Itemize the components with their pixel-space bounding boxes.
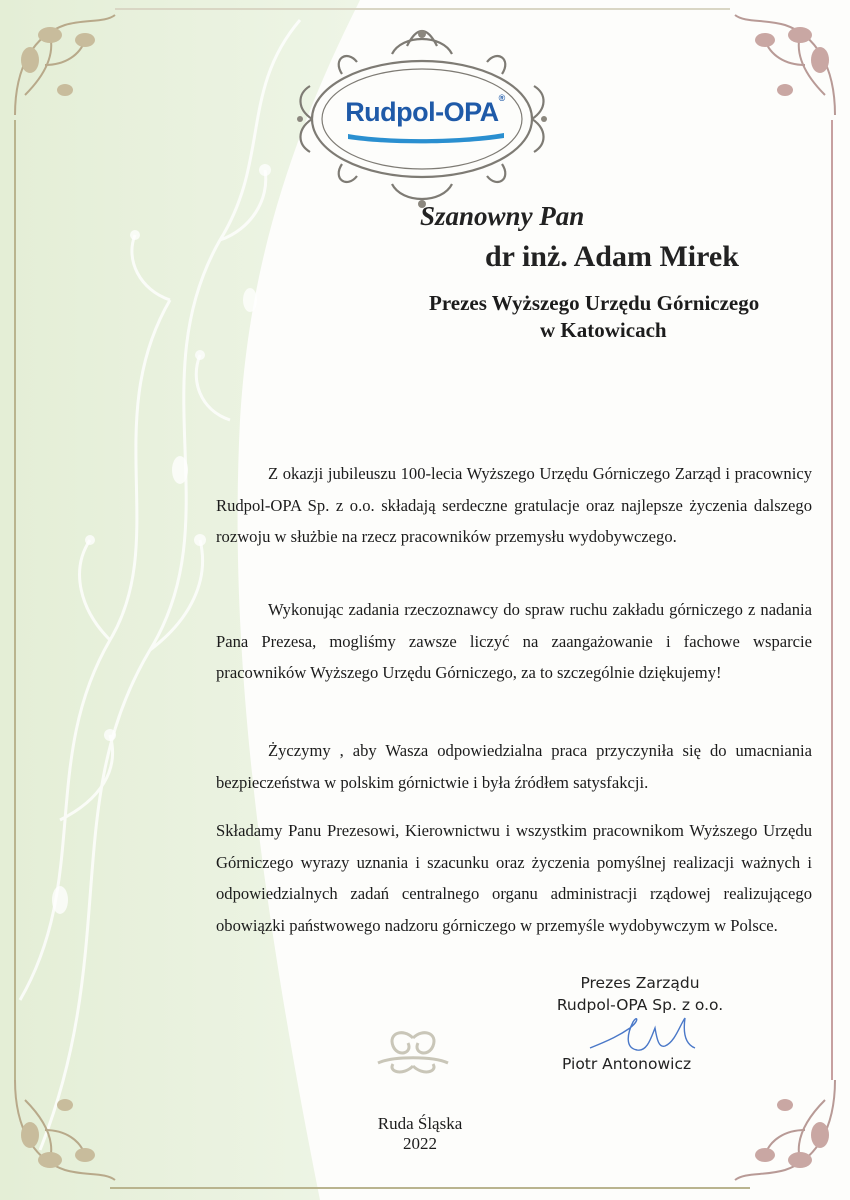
body-paragraph-1: Z okazji jubileuszu 100-lecia Wyższego Urzędu Górniczego Zarząd i pracownicy Rudpol-OPA Sp. z o.o. składają serdeczne gratulacje oraz najlepsze życzenia dalszego rozwoju w służbie na rzecz pracowników przemysłu wydobywczego. [216, 464, 812, 546]
corner-ornament-top-left [5, 5, 125, 125]
signatory-name: Piotr Antonowicz [562, 1055, 692, 1073]
salutation: Szanowny Pan [420, 201, 585, 231]
corner-ornament-bottom-right [725, 1070, 845, 1190]
place-name: Ruda Śląska [377, 1114, 463, 1133]
place-and-date [360, 1114, 480, 1154]
addressee-location: w Katowicach [540, 318, 667, 342]
corner-ornament-top-right [725, 5, 845, 125]
signatory-company: Rudpol-OPA Sp. z o.o. [556, 996, 724, 1014]
logo-swoosh-icon [348, 131, 504, 145]
company-logo [340, 93, 510, 128]
body-paragraph-2: Wykonując zadania rzeczoznawcy do spraw ruchu zakładu górniczego z nadania Pana Prezesa, mogliśmy zawsze liczyć na zaangażowanie i fachowe wsparcie pracowników Wyższego Urzędu Górniczego, za to szczególnie dziękujemy! [216, 600, 812, 682]
left-border-line [14, 120, 16, 1080]
year: 2022 [403, 1134, 437, 1153]
registered-mark: ® [498, 93, 505, 103]
addressee-name: dr inż. Adam Mirek [485, 240, 739, 273]
corner-ornament-bottom-left [5, 1070, 125, 1190]
bottom-border-line [110, 1187, 750, 1189]
top-border-line [115, 8, 730, 10]
handwritten-signature [585, 1010, 715, 1060]
signatory-role: Prezes Zarządu [580, 974, 700, 992]
decorative-scroll-ornament [368, 1028, 458, 1088]
body-paragraph-3: Życzymy , aby Wasza odpowiedzialna praca przyczyniła się do umacniania bezpieczeństwa w polskim górnictwie i była źródłem satysfakcji. [216, 741, 812, 792]
body-paragraph-4: Składamy Panu Prezesowi, Kierownictwu i wszystkim pracownikom Wyższego Urzędu Górniczego wyrazy uznania i szacunku oraz życzenia pomyślnej realizacji ważnych i odpowiedzialnych zadań centralnego organu administracji rządowej realizującego obowiązki państwowego nadzoru górniczego w przemyśle wydobywczym w Polsce. [216, 821, 812, 935]
addressee-position: Prezes Wyższego Urzędu Górniczego [429, 291, 760, 315]
logo-wordmark: Rudpol-OPA [345, 97, 499, 127]
